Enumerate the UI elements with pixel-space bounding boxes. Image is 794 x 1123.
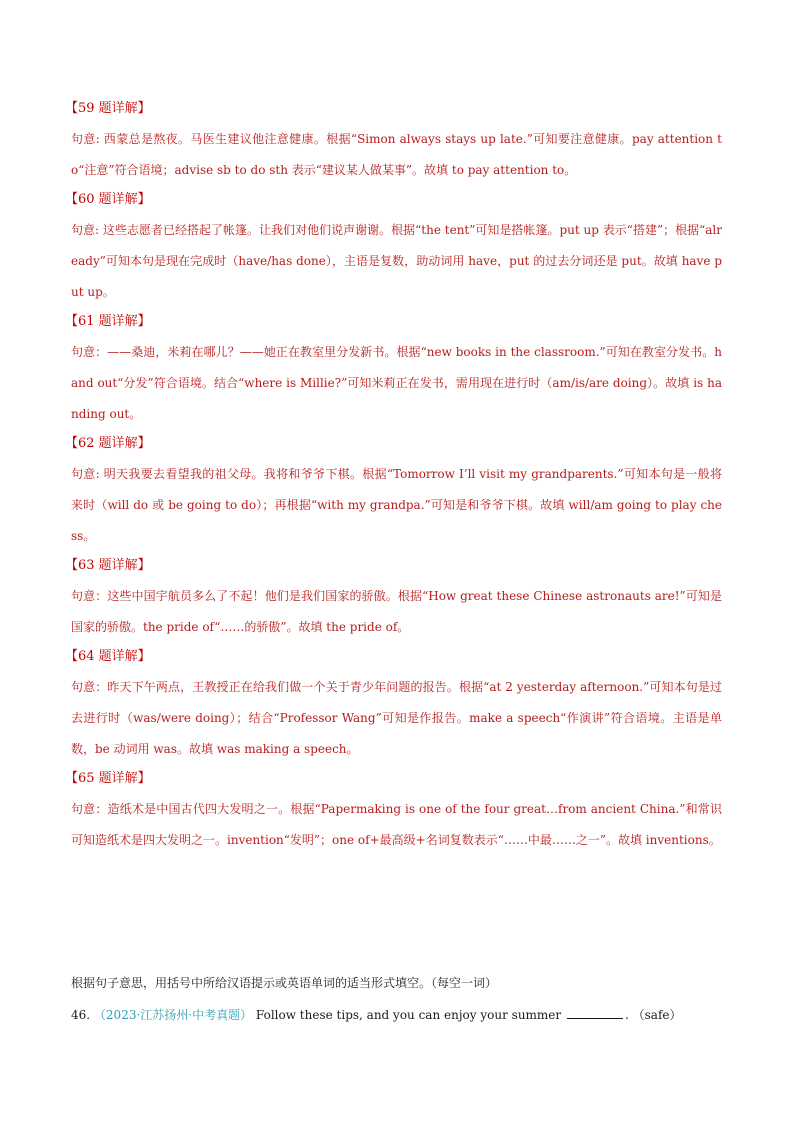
question-46 xyxy=(71,1004,722,1026)
explanation-62 xyxy=(65,434,722,552)
explanation-text: 句意：昨天下午两点，王教授正在给我们做一个关于青少年问题的报告。根据“at 2 yesterday afternoon.”可知本句是过去进行时（was/were doing）；结合“Professor Wang”可知是作报告。make a speech“作演讲”符合语境。主语是单数，be 动词用 was。故填 was making a speech。 xyxy=(71,680,722,756)
explanation-text: 句意：造纸术是中国古代四大发明之一。根据“Papermaking is one of the four great…from ancient China.”和常识可知造纸术是四大发明之一。invention“发明”；one of+最高级+名词复数表示“……中最……之一”。故填 inventions。 xyxy=(71,802,722,847)
explanation-59 xyxy=(65,99,722,186)
explanation-text: 句意: 这些志愿者已经搭起了帐篷。让我们对他们说声谢谢。根据“the tent”可知是搭帐篷。put up 表示“搭建”；根据“already”可知本句是现在完成时（have/has done），主语是复数，助动词用 have，put 的过去分词还是 put。故填 have put up。 xyxy=(71,223,722,299)
question-text: Follow these tips, and you can enjoy your summer xyxy=(255,1008,562,1022)
explanation-65 xyxy=(65,769,722,856)
answer-blank[interactable] xyxy=(567,1006,623,1019)
explanation-text: 句意：这些中国宇航员多么了不起！他们是我们国家的骄傲。根据“How great these Chinese astronauts are!”可知是国家的骄傲。the pride of“……的骄傲”。故填 the pride of。 xyxy=(71,589,722,634)
explanation-text: 句意: 西蒙总是熬夜。马医生建议他注意健康。根据“Simon always stays up late.”可知要注意健康。pay attention to“注意”符合语境；advise sb to do sth 表示“建议某人做某事”。故填 to pay attention to。 xyxy=(71,132,722,177)
question-hint: （safe） xyxy=(632,1008,682,1022)
question-number: 46. xyxy=(71,1008,91,1022)
explanation-heading: 【64 题详解】 xyxy=(65,649,151,664)
explanation-text: 句意: 明天我要去看望我的祖父母。我将和爷爷下棋。根据“Tomorrow I’ll visit my grandparents.”可知本句是一般将来时（will do 或 be going to do）；再根据“with my grandpa.”可知是和爷爷下棋。故填 will/am going to play chess。 xyxy=(71,467,722,543)
explanation-64 xyxy=(65,647,722,765)
question-section xyxy=(71,972,722,1026)
explanations-section xyxy=(65,99,722,860)
explanation-text: 句意：——桑迪，米莉在哪儿？——她正在教室里分发新书。根据“new books in the classroom.”可知在教室分发书。hand out“分发”符合语境。结合“where is Millie?”可知米莉正在发书，需用现在进行时（am/is/are doing）。故填 is handing out。 xyxy=(71,345,722,421)
explanation-63 xyxy=(65,556,722,643)
explanation-heading: 【61 题详解】 xyxy=(65,314,151,329)
question-end: . xyxy=(624,1008,629,1022)
explanation-61 xyxy=(65,312,722,430)
explanation-heading: 【65 题详解】 xyxy=(65,771,151,786)
exercise-instruction: 根据句子意思，用括号中所给汉语提示或英语单词的适当形式填空。（每空一词） xyxy=(71,976,498,990)
question-source: （2023·江苏扬州·中考真题） xyxy=(93,1008,253,1022)
explanation-60 xyxy=(65,190,722,308)
explanation-heading: 【62 题详解】 xyxy=(65,436,151,451)
explanation-heading: 【60 题详解】 xyxy=(65,192,151,207)
explanation-heading: 【63 题详解】 xyxy=(65,558,151,573)
explanation-heading: 【59 题详解】 xyxy=(65,101,151,116)
